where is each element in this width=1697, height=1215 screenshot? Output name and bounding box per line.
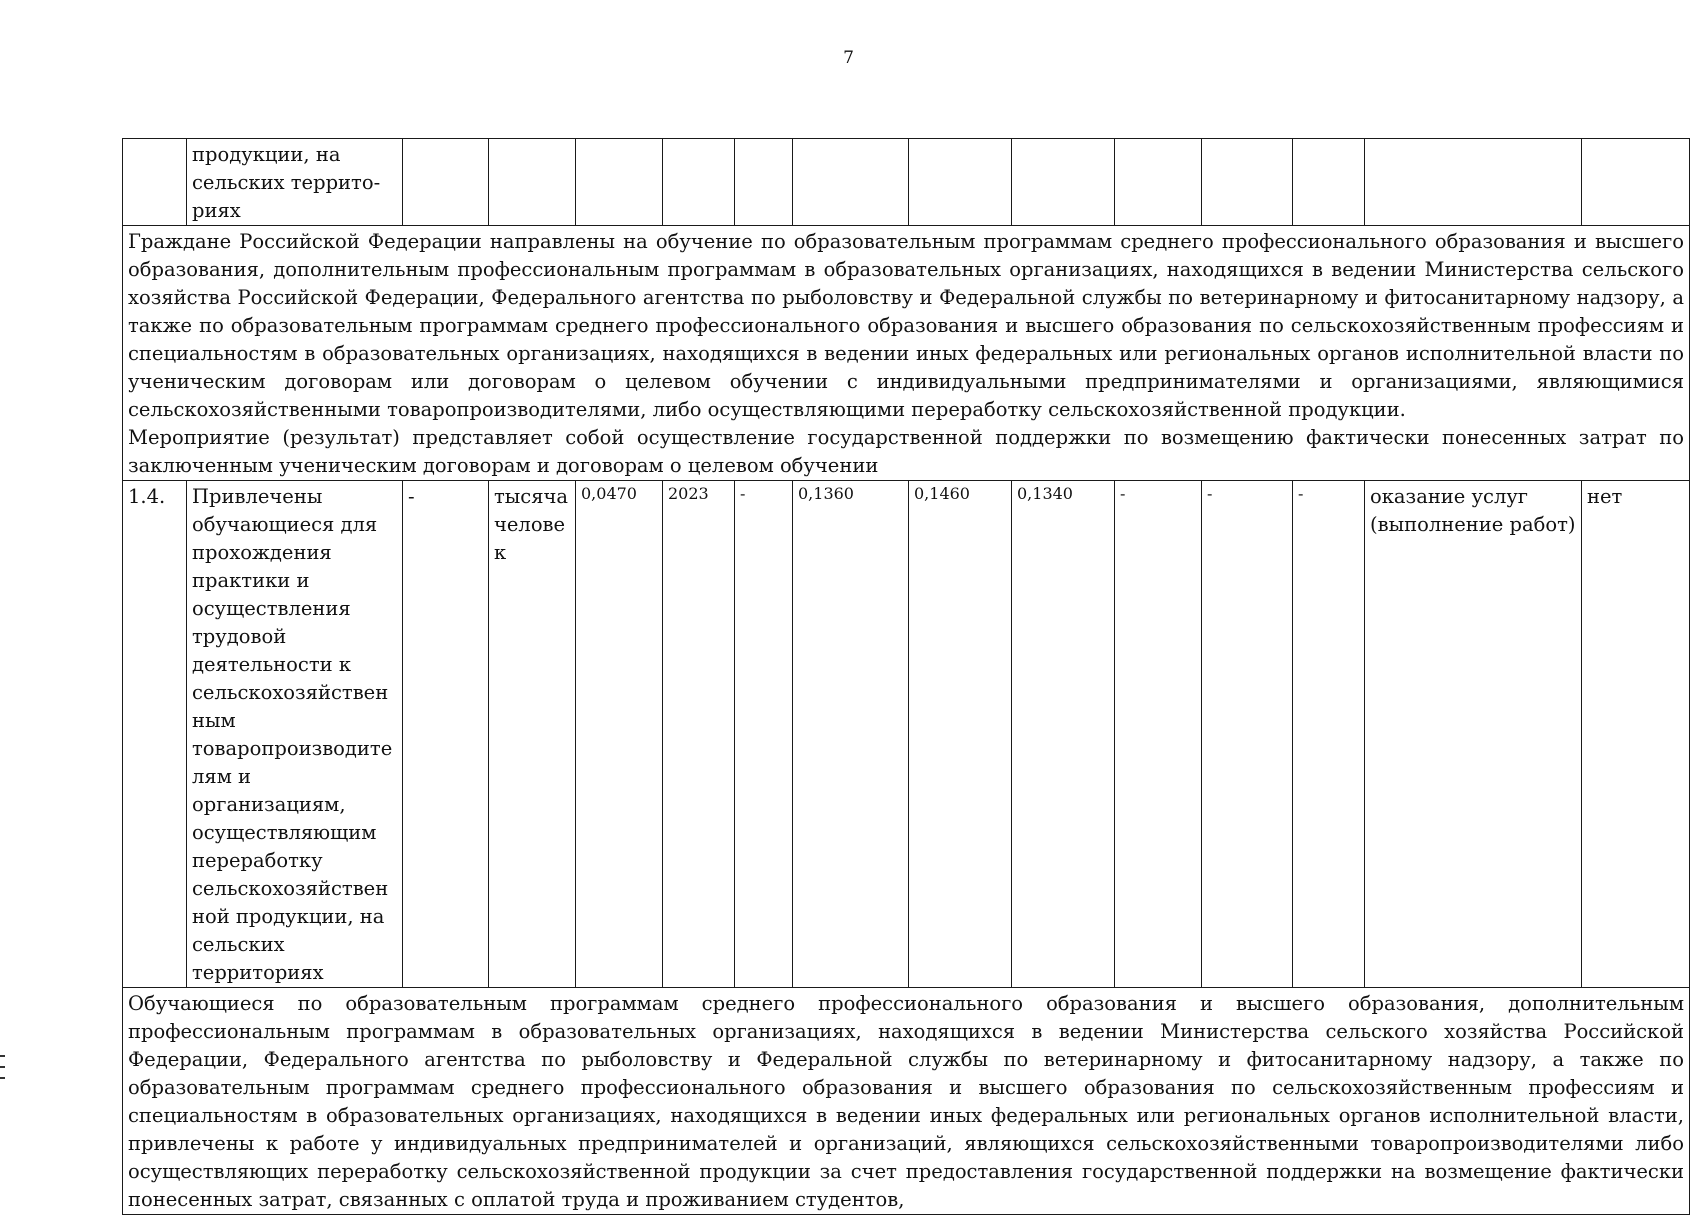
value-cell: - — [1202, 481, 1293, 988]
table-cell: - — [735, 481, 793, 988]
table-cell — [489, 139, 576, 226]
table-row-indicator — [123, 481, 1690, 988]
table-row-description — [123, 226, 1690, 481]
table-cell — [663, 139, 735, 226]
description-cell — [123, 226, 1690, 481]
table-row-description — [123, 988, 1690, 1215]
value-cell: - — [1293, 481, 1365, 988]
description-paragraph: Обучающиеся по образовательным программам среднего профессионального образования и высшего образования, дополнительным профессиональным программам в образовательных организациях, находящихся в ведении Министерства сельского хозяйства Российской Федерации, Федерального агентства по рыболовству и Федеральной службы по ветеринарному и фитосанитарному надзору, а также по образовательным программам среднего профессионального образования и высшего образования по сельскохозяйственным профессиям и специальностям в образовательных организациях, находящихся в ведении иных федеральных или региональных органов исполнительной власти, привлечены к работе у индивидуальных предпринимателей и организаций, являющихся сельскохозяйственными товаропроизводителями либо осуществляющих переработку сельскохозяйственной продукции за счет предоставления государственной поддержки на возмещение фактически понесенных затрат, связанных с оплатой труда и проживанием студентов, — [128, 992, 1684, 1211]
row-number-cell: 1.4. — [123, 481, 187, 988]
table-cell — [1202, 139, 1293, 226]
table-cell — [1115, 139, 1202, 226]
indicator-name-cell: продукции, на сельских террито-риях — [187, 139, 403, 226]
value-cell: 0,1460 — [909, 481, 1012, 988]
table-cell — [1365, 139, 1582, 226]
indicator-name-cell: Привлечены обучающиеся для прохождения практики и осуществления трудовой деятельности к сельскохозяйственным товаропроизводителям и организациям, осуществляющим переработку сельскохозяйственной продукции, на сельских территориях — [187, 481, 403, 988]
table-cell — [1012, 139, 1115, 226]
table-cell — [576, 139, 663, 226]
value-cell: 0,1340 — [1012, 481, 1115, 988]
value-cell: 0,1360 — [793, 481, 909, 988]
description-cell — [123, 988, 1690, 1215]
table-cell — [1293, 139, 1365, 226]
margin-tick — [0, 1077, 5, 1079]
table-cell — [793, 139, 909, 226]
type-cell: оказание услуг (выполнение работ) — [1365, 481, 1582, 988]
base-year-cell: 2023 — [663, 481, 735, 988]
table-cell: - — [403, 481, 489, 988]
base-value-cell: 0,0470 — [576, 481, 663, 988]
table-cell — [735, 139, 793, 226]
margin-tick — [0, 1055, 5, 1057]
flag-cell: нет — [1582, 481, 1690, 988]
indicator-table — [122, 138, 1690, 1215]
value-cell: - — [1115, 481, 1202, 988]
page-number: 7 — [843, 48, 854, 68]
table-cell — [1582, 139, 1690, 226]
row-number-cell — [123, 139, 187, 226]
margin-tick — [0, 1066, 5, 1068]
description-paragraph: Граждане Российской Федерации направлены на обучение по образовательным программам среднего профессионального образования и высшего образования, дополнительным профессиональным программам в образовательных организациях, находящихся в ведении Министерства сельского хозяйства Российской Федерации, Федерального агентства по рыболовству и Федеральной службы по ветеринарному и фитосанитарному надзору, а также по образовательным программам среднего профессионального образования и высшего образования по сельскохозяйственным профессиям и специальностям в образовательных организациях, находящихся в ведении иных федеральных или региональных органов исполнительной власти по ученическим договорам или договорам о целевом обучении с индивидуальными предпринимателями и организациями, являющимися сельскохозяйственными товаропроизводителями, либо осуществляющими переработку сельскохозяйственной продукции. — [128, 230, 1684, 421]
table-cell — [403, 139, 489, 226]
measure-note: Мероприятие (результат) представляет собой осуществление государственной поддержки по возмещению фактически понесенных затрат по заключенным ученическим договорам и договорам о целевом обучении — [128, 426, 1684, 477]
table-cell — [909, 139, 1012, 226]
table-row-continuation — [123, 139, 1690, 226]
unit-cell: тысяча человек — [489, 481, 576, 988]
margin-marks — [0, 1055, 6, 1103]
